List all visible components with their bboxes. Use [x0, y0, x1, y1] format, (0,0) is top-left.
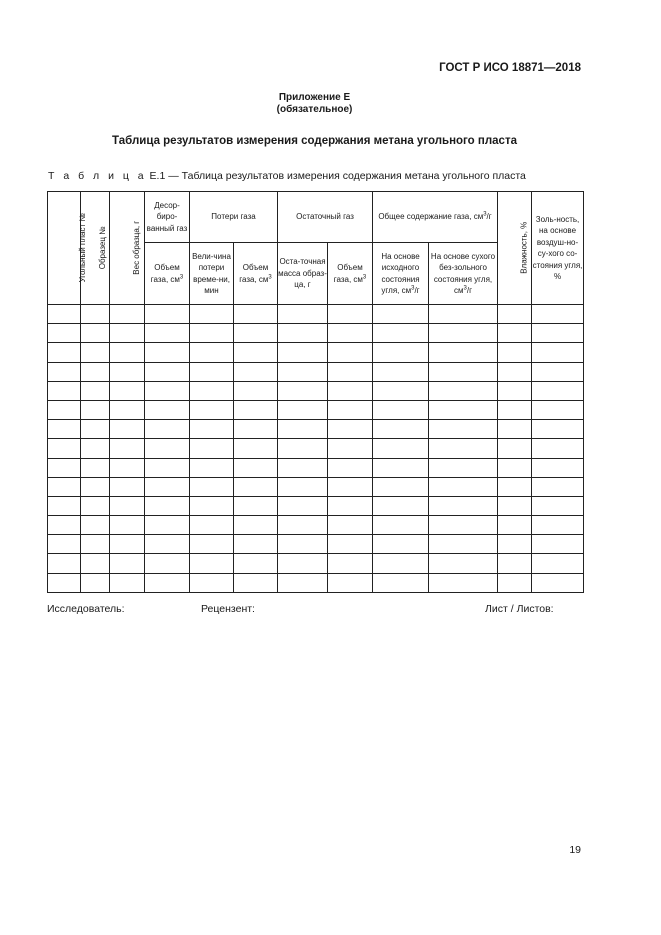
- header-total-dry: На основе сухого без-зольного состояния угля, $см^3/г$: [429, 243, 498, 305]
- table-cell: [532, 324, 584, 343]
- table-cell: [81, 381, 110, 400]
- table-cell: [278, 439, 328, 458]
- table-caption: [48, 170, 526, 182]
- table-cell: [328, 324, 373, 343]
- researcher-label: Исследователь:: [47, 603, 125, 615]
- table-cell: [498, 381, 532, 400]
- table-row: [48, 381, 584, 400]
- table-cell: [234, 420, 278, 439]
- table-cell: [278, 458, 328, 477]
- table-cell: [328, 458, 373, 477]
- table-cell: [234, 305, 278, 324]
- table-cell: [110, 381, 145, 400]
- page-number: 19: [569, 844, 581, 856]
- table-cell: [532, 343, 584, 362]
- table-cell: [234, 496, 278, 515]
- table-cell: [234, 535, 278, 554]
- table-cell: [373, 516, 429, 535]
- table-cell: [373, 496, 429, 515]
- table-cell: [81, 400, 110, 419]
- table-cell: [498, 477, 532, 496]
- table-cell: [498, 362, 532, 381]
- header-residual-volume: Объем газа, $см^3$: [328, 243, 373, 305]
- table-cell: [145, 343, 190, 362]
- table-cell: [373, 535, 429, 554]
- table-cell: [81, 420, 110, 439]
- table-cell: [532, 439, 584, 458]
- table-row: [48, 496, 584, 515]
- table-cell: [190, 439, 234, 458]
- table-cell: [81, 535, 110, 554]
- table-cell: [110, 573, 145, 592]
- table-cell: [145, 439, 190, 458]
- table-cell: [190, 362, 234, 381]
- table-cell: [145, 535, 190, 554]
- table-cell: [110, 535, 145, 554]
- table-cell: [48, 573, 81, 592]
- table-cell: [145, 381, 190, 400]
- table-cell: [532, 554, 584, 573]
- table-cell: [532, 400, 584, 419]
- table-cell: [532, 458, 584, 477]
- table-cell: [429, 573, 498, 592]
- table-cell: [234, 573, 278, 592]
- reviewer-label: Рецензент:: [201, 603, 255, 615]
- table-cell: [328, 496, 373, 515]
- table-cell: [145, 477, 190, 496]
- caption-number: Е.1: [149, 170, 166, 182]
- table-cell: [373, 439, 429, 458]
- table-cell: [429, 458, 498, 477]
- table-cell: [190, 381, 234, 400]
- table-cell: [48, 458, 81, 477]
- table-cell: [110, 343, 145, 362]
- table-cell: [234, 477, 278, 496]
- table-cell: [532, 362, 584, 381]
- header-total-gas: Общее содержание газа, $см^3/г$: [373, 192, 498, 243]
- table-cell: [110, 496, 145, 515]
- table-cell: [429, 324, 498, 343]
- table-cell: [145, 554, 190, 573]
- table-cell: [48, 343, 81, 362]
- table-cell: [429, 343, 498, 362]
- table-cell: [498, 554, 532, 573]
- header-sample-weight: Вес образца, г: [110, 192, 145, 305]
- table-cell: [234, 516, 278, 535]
- table-cell: [278, 477, 328, 496]
- table-cell: [328, 362, 373, 381]
- table-cell: [429, 496, 498, 515]
- table-cell: [373, 305, 429, 324]
- table-cell: [145, 573, 190, 592]
- table-cell: [145, 496, 190, 515]
- table-cell: [110, 420, 145, 439]
- table-cell: [429, 381, 498, 400]
- table-cell: [328, 535, 373, 554]
- header-moisture: Влажность, %: [498, 192, 532, 305]
- table-cell: [81, 477, 110, 496]
- table-cell: [81, 573, 110, 592]
- table-cell: [48, 400, 81, 419]
- table-row: [48, 573, 584, 592]
- table-cell: [278, 343, 328, 362]
- table-row: [48, 439, 584, 458]
- table-cell: [190, 573, 234, 592]
- table-cell: [429, 420, 498, 439]
- header-lost-time: Вели-чина потери време-ни, мин: [190, 243, 234, 305]
- table-cell: [190, 458, 234, 477]
- table-cell: [373, 400, 429, 419]
- table-cell: [81, 324, 110, 343]
- table-cell: [190, 516, 234, 535]
- table-cell: [190, 554, 234, 573]
- table-cell: [328, 554, 373, 573]
- table-cell: [429, 535, 498, 554]
- table-cell: [498, 573, 532, 592]
- table-row: [48, 305, 584, 324]
- table-cell: [328, 305, 373, 324]
- table-cell: [278, 381, 328, 400]
- table-cell: [48, 496, 81, 515]
- table-cell: [328, 420, 373, 439]
- table-cell: [145, 362, 190, 381]
- table-cell: [278, 573, 328, 592]
- table-cell: [110, 477, 145, 496]
- table-cell: [81, 305, 110, 324]
- table-cell: [498, 496, 532, 515]
- caption-dash: —: [168, 170, 179, 182]
- table-cell: [48, 420, 81, 439]
- table-cell: [373, 324, 429, 343]
- table-cell: [328, 573, 373, 592]
- table-row: [48, 343, 584, 362]
- table-row: [48, 516, 584, 535]
- appendix-status: (обязательное): [276, 104, 353, 115]
- table-cell: [498, 516, 532, 535]
- table-cell: [190, 496, 234, 515]
- table-cell: [498, 400, 532, 419]
- table-cell: [234, 458, 278, 477]
- table-cell: [373, 343, 429, 362]
- table-cell: [532, 573, 584, 592]
- table-cell: [429, 516, 498, 535]
- table-cell: [278, 324, 328, 343]
- table-row: [48, 324, 584, 343]
- table-cell: [328, 343, 373, 362]
- table-cell: [110, 439, 145, 458]
- table-cell: [190, 343, 234, 362]
- table-cell: [373, 420, 429, 439]
- table-cell: [48, 439, 81, 458]
- table-cell: [498, 343, 532, 362]
- table-cell: [110, 305, 145, 324]
- section-heading: Таблица результатов измерения содержания метана угольного пласта: [112, 135, 517, 147]
- table-cell: [234, 324, 278, 343]
- table-cell: [278, 496, 328, 515]
- table-cell: [498, 305, 532, 324]
- table-cell: [110, 362, 145, 381]
- caption-prefix: Т а б л и ц а: [48, 170, 147, 182]
- table-cell: [532, 496, 584, 515]
- table-cell: [498, 324, 532, 343]
- table-cell: [48, 535, 81, 554]
- table-cell: [429, 439, 498, 458]
- table-cell: [373, 381, 429, 400]
- sheets-label: Лист / Листов:: [485, 603, 554, 615]
- table-cell: [498, 420, 532, 439]
- table-cell: [190, 535, 234, 554]
- table-cell: [278, 400, 328, 419]
- table-cell: [81, 343, 110, 362]
- header-residual-gas: Остаточный газ: [278, 192, 373, 243]
- table-cell: [498, 439, 532, 458]
- table-cell: [81, 362, 110, 381]
- table-cell: [278, 535, 328, 554]
- table-cell: [532, 305, 584, 324]
- header-total-initial: На основе исходного состояния угля, $см^3/г$: [373, 243, 429, 305]
- table-cell: [532, 381, 584, 400]
- table-cell: [48, 362, 81, 381]
- header-desorbed-volume: Объем газа, $см^3$: [145, 243, 190, 305]
- table-cell: [81, 496, 110, 515]
- table-cell: [145, 458, 190, 477]
- table-row: [48, 362, 584, 381]
- table-row: [48, 477, 584, 496]
- table-cell: [190, 477, 234, 496]
- table-cell: [429, 477, 498, 496]
- header-lost-gas: Потери газа: [190, 192, 278, 243]
- table-cell: [278, 305, 328, 324]
- table-cell: [48, 381, 81, 400]
- table-cell: [373, 554, 429, 573]
- table-cell: [145, 400, 190, 419]
- table-cell: [81, 439, 110, 458]
- table-cell: [110, 458, 145, 477]
- table-cell: [145, 324, 190, 343]
- table-cell: [278, 554, 328, 573]
- table-cell: [48, 477, 81, 496]
- table-cell: [110, 324, 145, 343]
- table-cell: [234, 439, 278, 458]
- table-cell: [328, 381, 373, 400]
- table-cell: [429, 400, 498, 419]
- table-cell: [81, 458, 110, 477]
- table-cell: [110, 400, 145, 419]
- header-sample-no: Образец №: [81, 192, 110, 305]
- table-cell: [532, 516, 584, 535]
- table-cell: [429, 305, 498, 324]
- table-cell: [48, 554, 81, 573]
- table-cell: [373, 458, 429, 477]
- table-row: [48, 535, 584, 554]
- table-cell: [532, 477, 584, 496]
- document-code: ГОСТ Р ИСО 18871—2018: [439, 62, 581, 74]
- table-cell: [81, 554, 110, 573]
- table-cell: [373, 477, 429, 496]
- table-cell: [328, 516, 373, 535]
- table-cell: [145, 420, 190, 439]
- table-cell: [373, 362, 429, 381]
- table-cell: [532, 535, 584, 554]
- table-cell: [234, 554, 278, 573]
- table-cell: [110, 516, 145, 535]
- table-row: [48, 554, 584, 573]
- header-ash: Золь-ность, на основе воздуш-но-су-хого со-стояния угля, %: [532, 192, 584, 305]
- results-table: [47, 191, 584, 593]
- table-cell: [81, 516, 110, 535]
- header-lost-volume: Объем газа, $см^3$: [234, 243, 278, 305]
- table-cell: [234, 362, 278, 381]
- table-cell: [48, 324, 81, 343]
- appendix-title: Приложение Е: [278, 92, 351, 103]
- header-seam-no: Угольный пласт №: [48, 192, 81, 305]
- table-cell: [429, 554, 498, 573]
- table-cell: [328, 439, 373, 458]
- table-cell: [278, 516, 328, 535]
- table-cell: [234, 400, 278, 419]
- header-residual-mass: Оста-точная масса образ-ца, г: [278, 243, 328, 305]
- caption-title: Таблица результатов измерения содержания метана угольного пласта: [181, 170, 526, 182]
- table-cell: [145, 516, 190, 535]
- table-cell: [234, 343, 278, 362]
- table-row: [48, 400, 584, 419]
- header-desorbed-gas: Десор-биро-ванный газ: [145, 192, 190, 243]
- table-cell: [278, 420, 328, 439]
- table-cell: [429, 362, 498, 381]
- table-cell: [498, 535, 532, 554]
- table-row: [48, 458, 584, 477]
- table-cell: [373, 573, 429, 592]
- table-cell: [328, 400, 373, 419]
- table-cell: [498, 458, 532, 477]
- table-cell: [48, 305, 81, 324]
- table-cell: [234, 381, 278, 400]
- table-row: [48, 420, 584, 439]
- table-cell: [190, 400, 234, 419]
- table-cell: [48, 516, 81, 535]
- table-cell: [190, 324, 234, 343]
- table-cell: [190, 420, 234, 439]
- table-cell: [532, 420, 584, 439]
- table-cell: [278, 362, 328, 381]
- table-cell: [190, 305, 234, 324]
- table-cell: [145, 305, 190, 324]
- table-cell: [328, 477, 373, 496]
- table-cell: [110, 554, 145, 573]
